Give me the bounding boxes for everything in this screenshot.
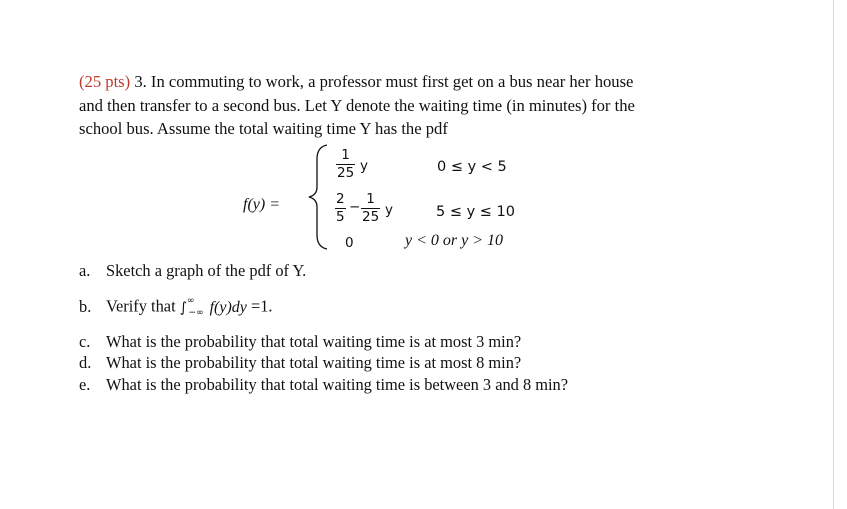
case2-operator: − [349, 199, 361, 215]
question-c: c. What is the probability that total waiting time is at most 3 min? [79, 332, 522, 351]
case2-condition: 5 ≤ y ≤ 10 [436, 204, 515, 220]
integral-expression: $\int^\infty_{-\infty}$ f(y)dy [179, 296, 247, 319]
question-b: b. Verify that $\int^\infty_{-\infty}$ f(y)dy =1. [79, 296, 273, 319]
case2-fraction: $\frac{1}{25}$ [362, 191, 380, 225]
left-brace [305, 143, 331, 251]
case3-condition: y < 0 or y > 10 [405, 232, 504, 249]
problem-line-2: and then transfer to a second bus. Let Y denote the waiting time (in minutes) for the [79, 95, 635, 115]
case3-value: 0 [345, 235, 354, 251]
points-label: (25 pts) [79, 72, 131, 91]
question-d: d. What is the probability that total waiting time is at most 8 min? [79, 353, 522, 372]
pdf-lhs: f(y) = [243, 196, 280, 213]
page-edge-rule [833, 0, 834, 509]
problem-line-1: 3. In commuting to work, a professor must first get on a bus near her house [130, 72, 634, 91]
case1-fraction: $\frac{1}{25}$ [337, 147, 355, 181]
case2-lead-fraction: $\frac{2}{5}$ [336, 191, 345, 225]
case1-condition: 0 ≤ y < 5 [437, 159, 507, 175]
question-e: e. What is the probability that total waiting time is between 3 and 8 min? [79, 375, 569, 394]
case2-variable: y [385, 202, 393, 218]
problem-line-3: school bus. Assume the total waiting time Y has the pdf [79, 119, 448, 138]
case1-variable: y [360, 158, 368, 174]
problem-statement [79, 70, 719, 141]
question-a: a. Sketch a graph of the pdf of Y. [79, 261, 307, 280]
